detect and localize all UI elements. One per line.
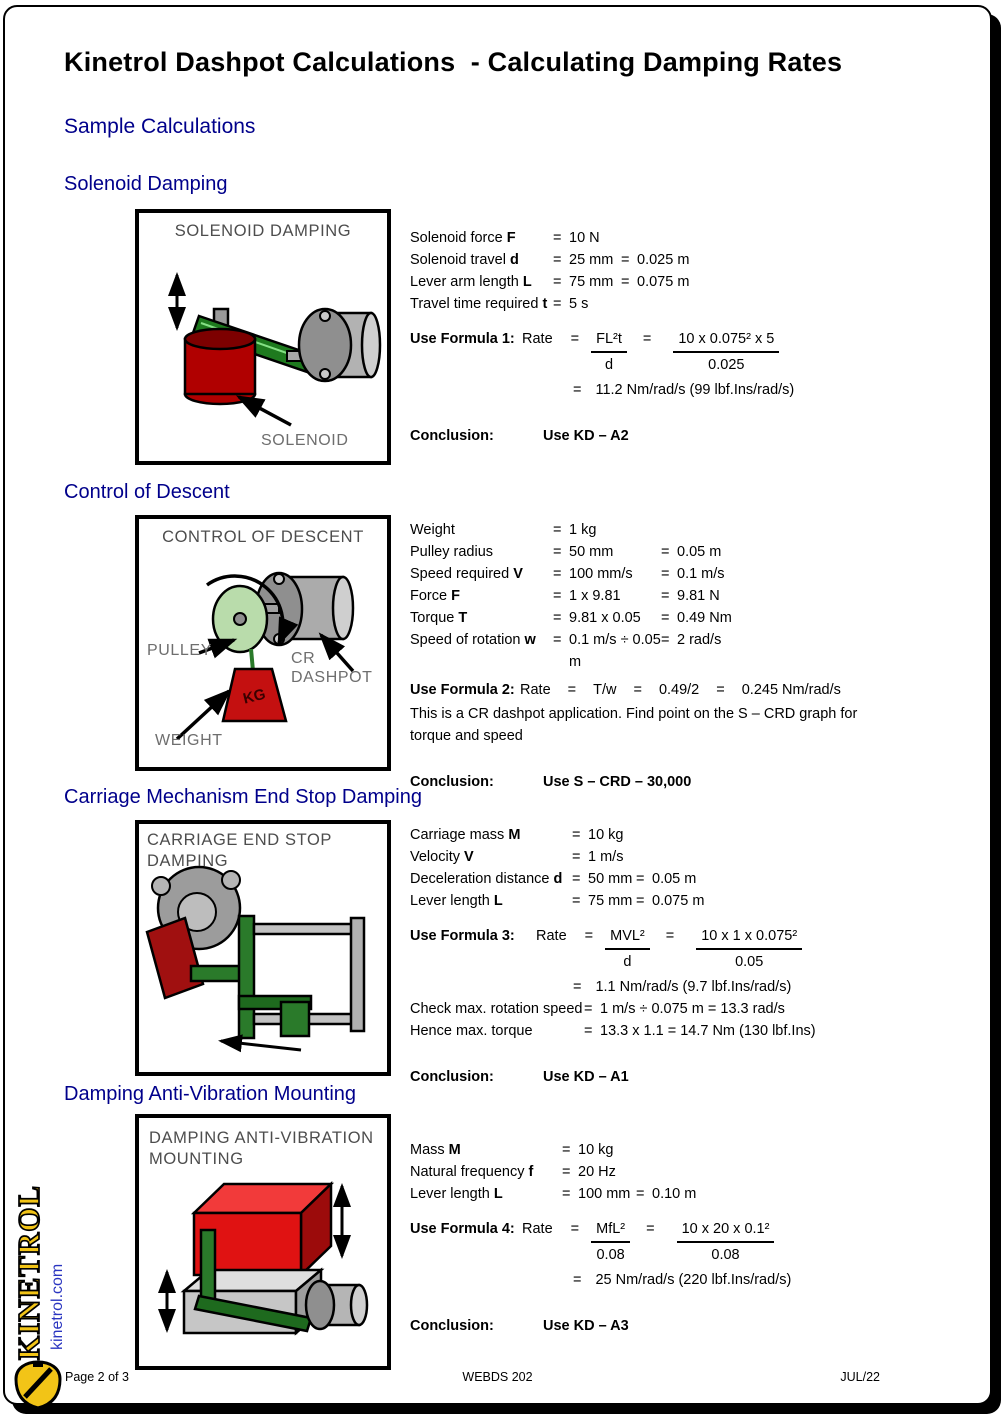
equals-sign: = [661, 566, 670, 582]
equals-sign: = [661, 632, 670, 648]
kinetrol-wordmark: KINETROL [11, 1184, 46, 1360]
equals-sign: = [636, 871, 645, 887]
param-label: Force F [410, 588, 460, 604]
equals-sign: = [636, 893, 645, 909]
param-value: 0.1 m/s ÷ 0.05 m [569, 632, 661, 670]
footer-doc-code: WEBDS 202 [462, 1370, 533, 1384]
param-value: 1 kg [569, 522, 597, 538]
equals-sign: = [661, 610, 670, 626]
param-label: Travel time required t [410, 296, 548, 312]
param-label: Torque T [410, 610, 468, 626]
travel-direction-arrow [221, 1041, 301, 1050]
param-row [410, 1183, 1002, 1205]
param-row [410, 607, 1002, 629]
figure-title: DAMPING ANTI-VIBRATION MOUNTING [149, 1129, 374, 1168]
carriage-calculation-block [410, 824, 1002, 1088]
result-value: 1.1 Nm/rad/s (9.7 lbf.Ins/rad/s) [595, 979, 792, 995]
equals-sign: = [633, 682, 642, 698]
equals-sign: = [553, 522, 562, 538]
application-note: This is a CR dashpot application. Find point on the S – CRD graph for torque and speed [410, 706, 858, 744]
formula-term: T/w [593, 682, 617, 698]
param-row [410, 1139, 1002, 1161]
param-value: 9.81 x 0.05 [569, 610, 641, 626]
figure-title: SOLENOID DAMPING [174, 222, 352, 240]
equals-sign: = [553, 230, 562, 246]
equals-sign: = [621, 274, 630, 290]
equals-sign: = [661, 544, 670, 560]
equals-sign [661, 519, 677, 541]
param-label: Speed required V [410, 566, 523, 582]
solenoid-damping-illustration [139, 213, 387, 461]
top-rail [254, 924, 360, 934]
document-sheet [3, 5, 992, 1405]
section-heading-control-of-descent: Control of Descent [64, 481, 230, 503]
equals-sign: = [636, 1186, 645, 1202]
param-value: 10 kg [588, 827, 624, 843]
solenoid-label: SOLENOID [261, 432, 349, 449]
conclusion-value: Use KD – A3 [543, 1318, 629, 1334]
param-value: 1 x 9.81 [569, 588, 621, 604]
param-row [410, 519, 1002, 541]
conclusion-label: Conclusion: [410, 1069, 494, 1085]
section-heading-anti-vibration: Damping Anti-Vibration Mounting [64, 1083, 357, 1105]
param-label: Lever length L [410, 1186, 503, 1202]
formula-intro: Use Formula 4: [410, 1221, 515, 1237]
formula-fraction-numeric: $\frac{\text{10 x 1 x 0.075²}}{0.05}$ [696, 925, 802, 973]
page-title: Kinetrol Dashpot Calculations - Calculating Damping Rates [64, 47, 843, 77]
param-value: 5 s [569, 296, 589, 312]
param-row [410, 629, 1002, 673]
param-value: 50 mm [588, 871, 633, 887]
equals-sign: = [584, 1001, 593, 1017]
check-value: 13.3 x 1.1 = 14.7 Nm (130 lbf.Ins) [600, 1023, 816, 1039]
param-row [410, 541, 1002, 563]
conclusion-row [410, 1066, 1002, 1088]
section-heading-carriage: Carriage Mechanism End Stop Damping [64, 786, 422, 808]
param-value: 50 mm [569, 544, 614, 560]
formula-lhs: Rate [522, 1221, 553, 1237]
kg-marking: KG [241, 685, 268, 708]
equals-sign: = [572, 849, 581, 865]
formula-1-result [410, 379, 1002, 401]
figure-anti-vibration [135, 1114, 391, 1370]
parameter-rows [410, 227, 1002, 315]
equals-sign: = [553, 588, 562, 604]
param-row [410, 563, 1002, 585]
kinetrol-website: kinetrol.com [49, 1263, 66, 1350]
param-label: Natural frequency f [410, 1164, 534, 1180]
formula-4-row [410, 1218, 1002, 1266]
param-value: 75 mm [588, 893, 633, 909]
figure-carriage-end-stop [135, 820, 391, 1076]
figure-title: CARRIAGE END STOP DAMPING [147, 831, 332, 870]
formula-3-result [410, 976, 1002, 998]
equals-sign: = [553, 274, 562, 290]
equals-sign: = [570, 1221, 580, 1237]
equals-sign: = [553, 544, 562, 560]
formula-3-row [410, 925, 1002, 973]
equals-sign [636, 1161, 652, 1183]
equals-sign [621, 293, 637, 315]
pulley-label: PULLEY [147, 642, 212, 659]
kinetrol-shield-logo [11, 1359, 65, 1411]
green-slider-block [281, 1002, 309, 1036]
conclusion-value: Use KD – A1 [543, 1069, 629, 1085]
param-row [410, 293, 1002, 315]
footer-date: JUL/22 [840, 1370, 880, 1384]
equals-sign [636, 824, 652, 846]
figure-solenoid-damping [135, 209, 391, 465]
equals-sign [636, 846, 652, 868]
param-value-si: 2 rad/s [677, 632, 722, 648]
equals-sign: = [553, 632, 562, 648]
param-row [410, 249, 1002, 271]
param-row [410, 868, 1002, 890]
formula-lhs: Rate [536, 928, 567, 944]
formula-intro: Use Formula 2: [410, 682, 515, 698]
param-label: Mass M [410, 1142, 461, 1158]
check-label: Hence max. torque [410, 1023, 533, 1039]
equals-sign: = [553, 296, 562, 312]
conclusion-label: Conclusion: [410, 428, 494, 444]
formula-intro: Use Formula 3: [410, 928, 515, 944]
equals-sign: = [553, 610, 562, 626]
anti-vibration-calculation-block [410, 1139, 1002, 1337]
param-value-si: 0.05 m [652, 871, 697, 887]
descent-calculation-block [410, 519, 1002, 793]
param-value: 1 m/s [588, 849, 624, 865]
formula-term: 0.49/2 [658, 682, 700, 698]
param-row [410, 890, 1002, 912]
equals-sign: = [572, 871, 581, 887]
conclusion-row [410, 771, 1002, 793]
formula-intro: Use Formula 1: [410, 331, 515, 347]
check-row [410, 1020, 1002, 1042]
param-row [410, 1161, 1002, 1183]
param-label: Velocity V [410, 849, 474, 865]
parameter-rows [410, 1139, 1002, 1205]
equals-sign: = [661, 588, 670, 604]
lever-upright [201, 1230, 215, 1306]
parameter-rows [410, 519, 1002, 673]
check-value: 1 m/s ÷ 0.075 m = 13.3 rad/s [600, 1001, 785, 1017]
param-value: 100 mm [578, 1186, 631, 1202]
param-value-si: 9.81 N [677, 588, 720, 604]
param-row [410, 585, 1002, 607]
formula-fraction-numeric: $\frac{\text{10 x 0.075² x 5}}{0.025}$ [673, 328, 779, 376]
formula-fraction-symbolic: $\frac{\text{MfL²}}{0.08}$ [591, 1218, 630, 1266]
param-label: Carriage mass M [410, 827, 521, 843]
equals-sign: = [562, 1142, 571, 1158]
equals-sign: = [567, 682, 577, 698]
param-row [410, 271, 1002, 293]
param-value-si: 0.075 m [637, 274, 690, 290]
formula-2-row [410, 679, 1002, 701]
param-value-si: 0.05 m [677, 544, 722, 560]
param-label: Deceleration distance d [410, 871, 563, 887]
equals-sign: = [646, 1221, 655, 1237]
equals-sign: = [716, 682, 725, 698]
weight-label: WEIGHT [155, 732, 223, 749]
param-label: Lever arm length L [410, 274, 532, 290]
param-label: Speed of rotation w [410, 632, 536, 648]
formula-fraction-numeric: $\frac{\text{10 x 20 x 0.1²}}{0.08}$ [677, 1218, 775, 1266]
dashpot-flange [306, 1281, 334, 1329]
equals-sign: = [572, 827, 581, 843]
param-label: Pulley radius [410, 544, 494, 560]
result-value: 11.2 Nm/rad/s (99 lbf.Ins/rad/s) [595, 382, 795, 398]
param-value-si: 0.025 m [637, 252, 690, 268]
rope [251, 649, 253, 671]
param-value: 25 mm [569, 252, 614, 268]
cr-dashpot-label: CR DASHPOT [291, 650, 373, 686]
result-value: 25 Nm/rad/s (220 lbf.Ins/rad/s) [595, 1272, 792, 1288]
conclusion-label: Conclusion: [410, 774, 494, 790]
param-row [410, 227, 1002, 249]
check-label: Check max. rotation speed [410, 1001, 583, 1017]
equals-sign: = [572, 893, 581, 909]
subtitle-sample-calculations: Sample Calculations [64, 115, 256, 138]
conclusion-label: Conclusion: [410, 1318, 494, 1334]
solenoid-pointer-arrow [239, 397, 291, 425]
formula-lhs: Rate [522, 331, 553, 347]
param-label: Solenoid force F [410, 230, 516, 246]
conclusion-row [410, 1315, 1002, 1337]
conclusion-value: Use S – CRD – 30,000 [543, 774, 692, 790]
solenoid-calculation-block [410, 227, 1002, 447]
formula-result: 0.245 Nm/rad/s [741, 682, 841, 698]
equals-sign: = [584, 1023, 593, 1039]
param-value-si: 0.1 m/s [677, 566, 725, 582]
formula-fraction-symbolic: $\frac{\text{MVL²}}{d}$ [605, 925, 650, 973]
formula-fraction-symbolic: $\frac{\text{FL²t}}{d}$ [591, 328, 627, 376]
parameter-rows [410, 824, 1002, 912]
equals-sign: = [553, 566, 562, 582]
equals-sign: = [573, 979, 582, 995]
param-value: 75 mm [569, 274, 614, 290]
equals-sign: = [573, 382, 582, 398]
end-stop-bar [351, 918, 364, 1031]
param-label: Solenoid travel d [410, 252, 519, 268]
section-heading-solenoid-damping: Solenoid Damping [64, 173, 228, 195]
conclusion-value: Use KD – A2 [543, 428, 629, 444]
equals-sign: = [665, 928, 675, 944]
conclusion-row [410, 425, 1002, 447]
param-value: 20 Hz [578, 1164, 616, 1180]
param-value: 10 N [569, 230, 600, 246]
footer-page-number: Page 2 of 3 [65, 1370, 129, 1384]
formula-1-row [410, 328, 1002, 376]
check-row [410, 998, 1002, 1020]
param-value-si: 0.10 m [652, 1186, 697, 1202]
param-row [410, 824, 1002, 846]
equals-sign [621, 227, 637, 249]
formula-lhs: Rate [520, 682, 551, 698]
figure-control-of-descent [135, 515, 391, 771]
equals-sign: = [573, 1272, 582, 1288]
param-value: 100 mm/s [569, 566, 633, 582]
equals-sign: = [621, 252, 630, 268]
param-value: 10 kg [578, 1142, 614, 1158]
formula-4-result [410, 1269, 1002, 1291]
param-row [410, 846, 1002, 868]
carriage-upright [239, 916, 254, 1038]
equals-sign [636, 1139, 652, 1161]
equals-sign: = [642, 331, 652, 347]
figure-title: CONTROL OF DESCENT [162, 528, 364, 546]
equals-sign: = [562, 1186, 571, 1202]
equals-sign: = [570, 331, 580, 347]
equals-sign: = [584, 928, 594, 944]
equals-sign: = [562, 1164, 571, 1180]
param-label: Weight [410, 522, 455, 538]
param-label: Lever length L [410, 893, 503, 909]
param-value-si: 0.075 m [652, 893, 705, 909]
equals-sign: = [553, 252, 562, 268]
param-value-si: 0.49 Nm [677, 610, 732, 626]
